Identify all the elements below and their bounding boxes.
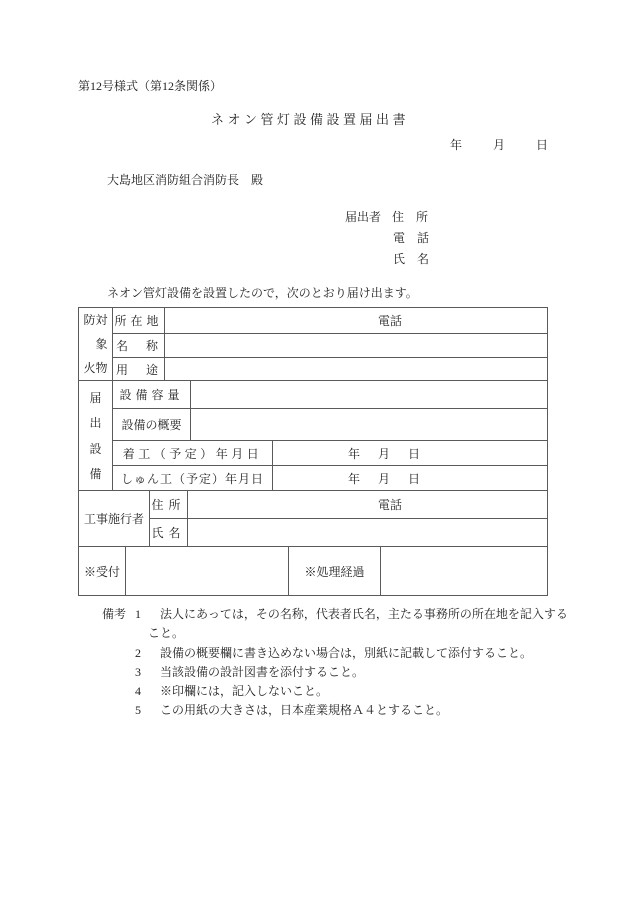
form-table bbox=[78, 307, 548, 596]
start-date-input-cell[interactable] bbox=[273, 441, 547, 466]
notifier-address-label: 住 所 bbox=[392, 210, 429, 224]
location-input-cell[interactable] bbox=[165, 308, 547, 334]
notifier-block bbox=[345, 207, 429, 270]
note-number: 4 bbox=[135, 684, 141, 699]
note-number: 2 bbox=[135, 645, 141, 660]
contractor-address-input-cell[interactable] bbox=[188, 491, 547, 519]
note-text-continuation: こと。 bbox=[148, 626, 185, 641]
completion-year-label: 年 bbox=[348, 471, 361, 486]
note-number: 3 bbox=[135, 664, 141, 679]
name-input-cell[interactable] bbox=[165, 334, 547, 358]
note-text: 法人にあっては，その名称，代表者氏名，主たる事務所の所在地を記入する bbox=[160, 607, 568, 621]
form-number: 第12号様式（第12条関係） bbox=[78, 79, 223, 93]
note-number: 1 bbox=[135, 607, 141, 621]
date-day-label: 日 bbox=[536, 138, 549, 152]
location-phone-label: 電話 bbox=[378, 314, 403, 328]
receipt-label: ※受付 bbox=[79, 547, 126, 595]
use-label: 用 途 bbox=[113, 358, 165, 381]
start-day-label: 日 bbox=[408, 446, 421, 461]
date-line bbox=[450, 136, 548, 153]
capacity-label: 設備容量 bbox=[113, 381, 191, 409]
date-year-label: 年 bbox=[450, 138, 463, 152]
contractor-header: 工事施行者 bbox=[79, 491, 150, 547]
equipment-header: 届 出 設 備 bbox=[79, 381, 113, 491]
fire-object-header: 防対 象 火物 bbox=[79, 308, 113, 381]
note-text: ※印欄には，記入しないこと。 bbox=[160, 684, 329, 699]
page-title: ネオン管灯設備設置届出書 bbox=[210, 112, 409, 127]
start-date-label: 着工（予定）年月日 bbox=[113, 441, 273, 466]
note-text: 当該設備の設計図書を添付すること。 bbox=[160, 664, 365, 679]
contractor-phone-label: 電話 bbox=[378, 498, 403, 512]
notifier-phone-label: 電 話 bbox=[393, 231, 430, 245]
process-label: ※処理経過 bbox=[289, 547, 381, 595]
notifier-name-label: 氏 名 bbox=[393, 252, 430, 266]
notifier-label: 届出者 bbox=[345, 210, 382, 224]
receipt-office-cell bbox=[126, 547, 289, 595]
notes-block bbox=[102, 605, 577, 721]
outline-input-cell[interactable] bbox=[191, 409, 547, 441]
completion-day-label: 日 bbox=[408, 471, 421, 486]
outline-label: 設備の概要 bbox=[113, 409, 191, 441]
start-year-label: 年 bbox=[348, 446, 361, 461]
date-month-label: 月 bbox=[493, 138, 506, 152]
note-text: この用紙の大きさは，日本産業規格Ａ４とすること。 bbox=[160, 703, 449, 718]
use-input-cell[interactable] bbox=[165, 358, 547, 381]
contractor-address-label: 住所 bbox=[150, 491, 188, 519]
start-month-label: 月 bbox=[378, 446, 391, 461]
intro-sentence: ネオン管灯設備を設置したので，次のとおり届け出ます。 bbox=[107, 286, 418, 300]
notes-label: 備考 bbox=[102, 607, 127, 621]
addressee: 大島地区消防組合消防長 殿 bbox=[107, 173, 264, 187]
contractor-name-label: 氏名 bbox=[150, 519, 188, 547]
completion-date-label: しゅん工（予定）年月日 bbox=[113, 466, 273, 491]
note-text: 設備の概要欄に書き込めない場合は，別紙に記載して添付すること。 bbox=[160, 645, 533, 660]
capacity-input-cell[interactable] bbox=[191, 381, 547, 409]
contractor-name-input-cell[interactable] bbox=[188, 519, 547, 547]
note-number: 5 bbox=[135, 703, 141, 718]
completion-month-label: 月 bbox=[378, 471, 391, 486]
process-office-cell bbox=[381, 547, 547, 595]
completion-date-input-cell[interactable] bbox=[273, 466, 547, 491]
name-label: 名 称 bbox=[113, 334, 165, 358]
location-label: 所在地 bbox=[113, 308, 165, 334]
